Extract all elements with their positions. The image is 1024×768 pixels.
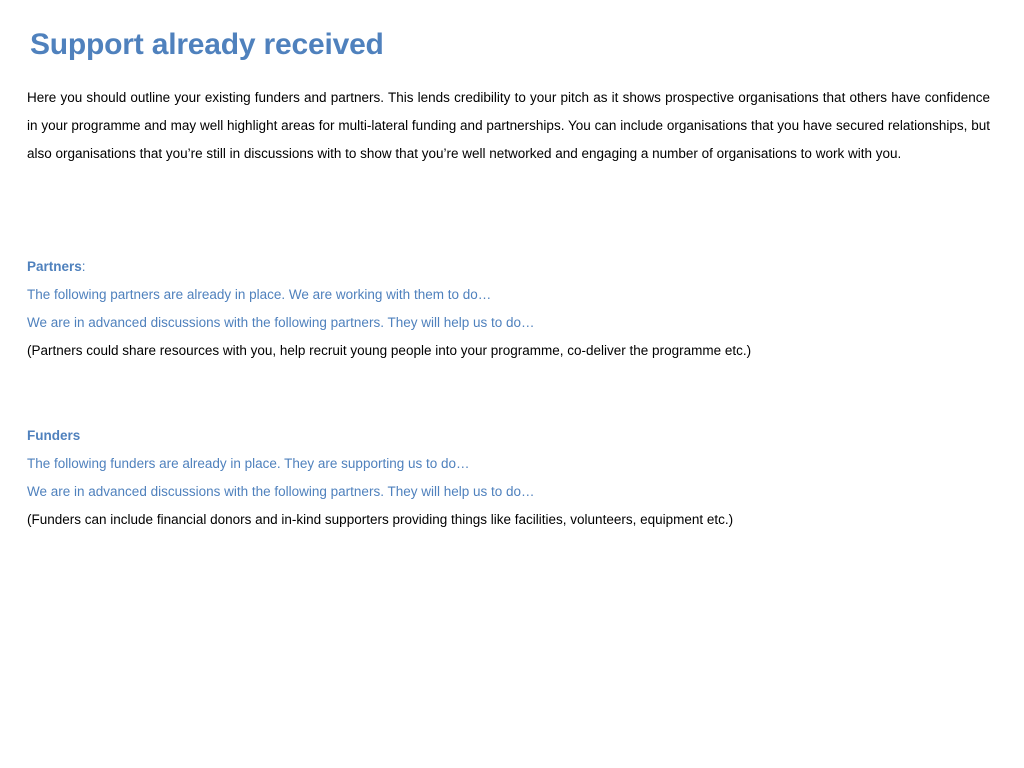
partners-heading-line: [27, 253, 997, 281]
intro-paragraph: Here you should outline your existing funders and partners. This lends credibility to your pitch as it shows prospective organisations that others have confidence in your programme and may well highlight areas for multi-lateral funding and partnerships. You can include organisations that you have secured relationships, but also organisations that you’re still in discussions with to show that you’re well networked and engaging a number of organisations to work with you.: [27, 90, 990, 161]
partners-heading-colon: :: [81, 259, 86, 274]
funders-heading: Funders: [27, 428, 81, 443]
partners-heading: Partners: [27, 259, 82, 274]
partners-section: [27, 253, 997, 365]
funders-discussion-line: We are in advanced discussions with the following partners. They will help us to do…: [27, 484, 535, 499]
funders-heading-line: [27, 422, 997, 450]
partners-discussion-line: We are in advanced discussions with the following partners. They will help us to do…: [27, 315, 535, 330]
funders-note: (Funders can include financial donors and in-kind supporters providing things like facilities, volunteers, equipment etc.): [27, 512, 734, 527]
funders-section: [27, 422, 997, 534]
partners-note: (Partners could share resources with you, help recruit young people into your programme, co-deliver the programme etc.): [27, 343, 752, 358]
funders-current-line: The following funders are already in place. They are supporting us to do…: [27, 456, 470, 471]
page-title: Support already received: [30, 28, 384, 61]
partners-current-line: The following partners are already in place. We are working with them to do…: [27, 287, 492, 302]
